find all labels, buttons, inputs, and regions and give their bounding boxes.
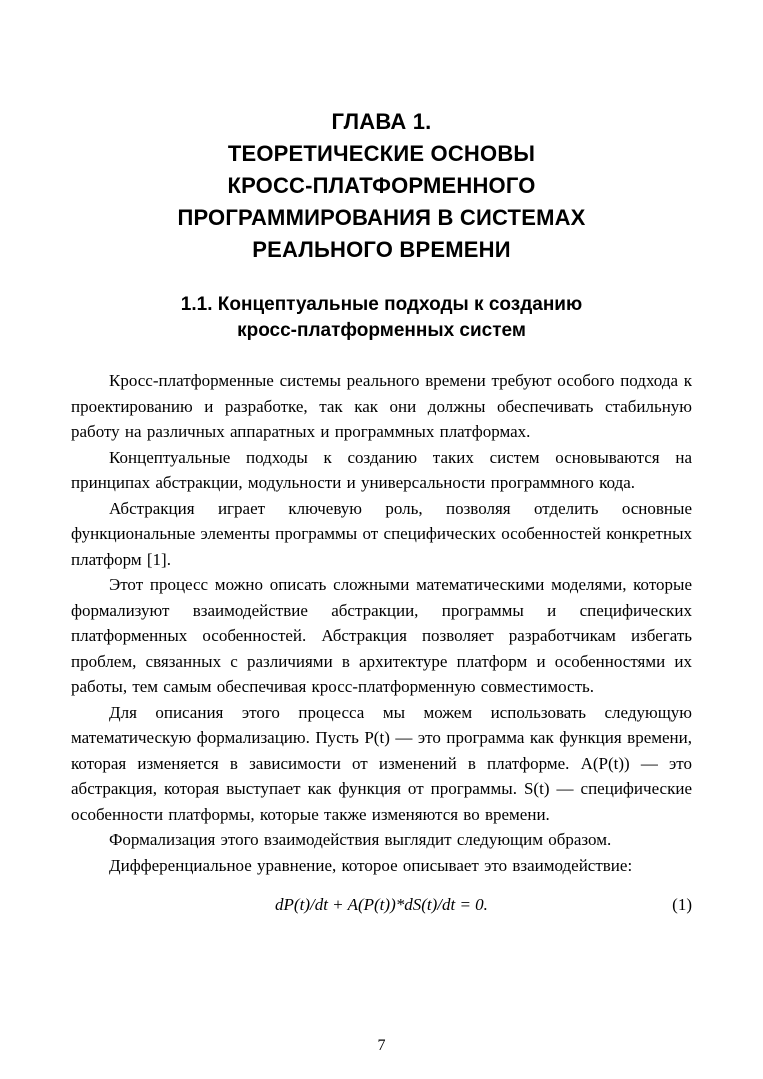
body-text xyxy=(71,368,692,878)
chapter-title-line: ПРОГРАММИРОВАНИЯ В СИСТЕМАХ xyxy=(177,205,586,230)
chapter-title-line: ТЕОРЕТИЧЕСКИЕ ОСНОВЫ xyxy=(227,141,536,166)
formula-row xyxy=(71,892,692,918)
chapter-title xyxy=(71,106,692,266)
formula: dP(t)/dt + A(P(t))*dS(t)/dt = 0. xyxy=(275,895,488,914)
chapter-title-line: ГЛАВА 1. xyxy=(331,109,432,134)
paragraph: Кросс-платформенные системы реального времени требуют особого подхода к проектированию и разработке, так как они должны обеспечивать стабильную работу на различных аппаратных и программных платформах. xyxy=(71,371,692,441)
page-number: 7 xyxy=(377,1037,386,1054)
section-title xyxy=(71,292,692,344)
formula-number: (1) xyxy=(672,895,692,914)
chapter-title-line: РЕАЛЬНОГО ВРЕМЕНИ xyxy=(252,237,511,262)
chapter-title-line: КРОСС-ПЛАТФОРМЕННОГО xyxy=(227,173,536,198)
section-title-line: кросс-платформенных систем xyxy=(237,320,526,341)
section-title-line: 1.1. Концептуальные подходы к созданию xyxy=(180,294,583,315)
paragraph: Дифференциальное уравнение, которое описывает это взаимодействие: xyxy=(109,855,633,875)
paragraph: Этот процесс можно описать сложными математическими моделями, которые формализуют взаимодействие абстракции, программы и специфических платформенных особенностей. Абстракция позволяет разработчикам избегать проблем, связанных с различиями в архитектуре платформ и особенностями их работы, тем самым обеспечивая кросс-платформенную совместимость. xyxy=(71,575,692,696)
paragraph: Для описания этого процесса мы можем использовать следующую математическую формализацию. Пусть P(t) — это программа как функция времени, которая изменяется в зависимости от изменений в платформе. A(P(t)) — это абстракция, которая выступает как функция от программы. S(t) — специфические особенности платформы, которые также изменяются во времени. xyxy=(71,702,692,824)
paragraph: Концептуальные подходы к созданию таких систем основываются на принципах абстракции, модульности и универсальности программного кода. xyxy=(71,447,692,492)
paragraph: Абстракция играет ключевую роль, позволяя отделить основные функциональные элементы программы от специфических особенностей конкретных платформ [1]. xyxy=(71,498,692,569)
paragraph: Формализация этого взаимодействия выглядит следующим образом. xyxy=(109,830,612,849)
